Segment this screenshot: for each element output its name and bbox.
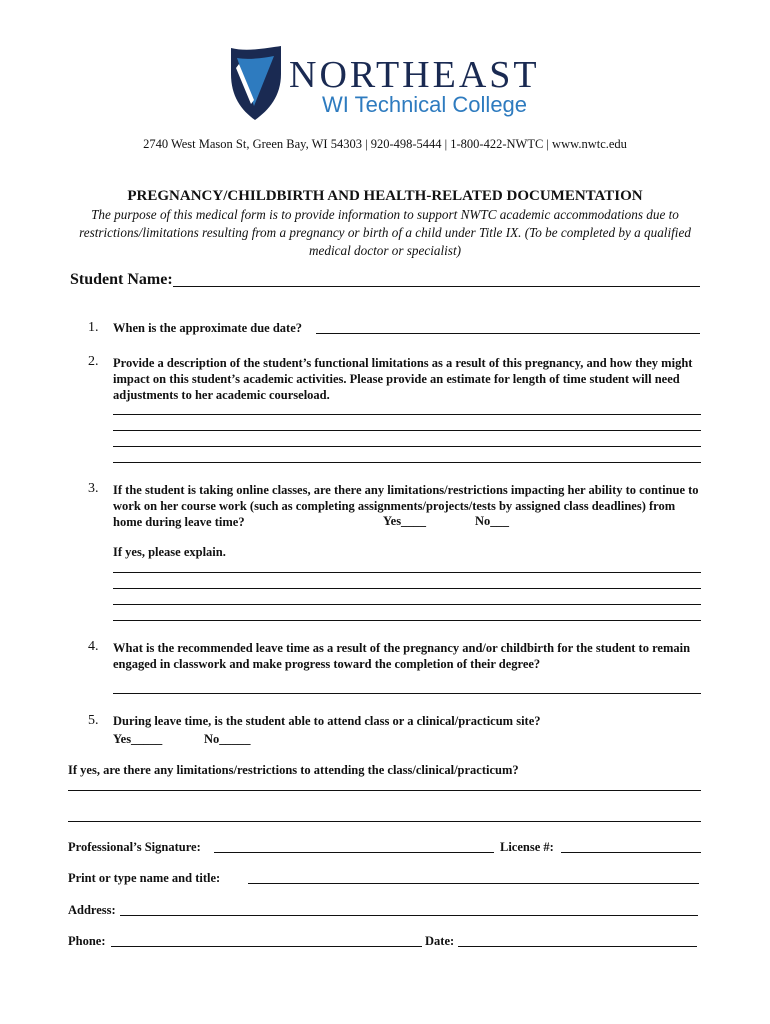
q4-answer-line[interactable] xyxy=(113,693,701,694)
restrictions-answer-line[interactable] xyxy=(68,821,701,822)
q3-answer-line[interactable] xyxy=(113,620,701,621)
q3-answer-line[interactable] xyxy=(113,604,701,605)
contact-info: 2740 West Mason St, Green Bay, WI 54303 | 920-498-5444 | 1-800-422-NWTC | www.nwtc.edu xyxy=(143,137,627,151)
address-field[interactable] xyxy=(120,915,698,916)
logo-subtitle: WI Technical College xyxy=(322,92,528,117)
q3-explain-label: If yes, please explain. xyxy=(113,545,226,559)
date-field[interactable] xyxy=(458,946,697,947)
q4-text: What is the recommended leave time as a result of the pregnancy and/or childbirth for the student to remain engaged in classwork and make progress toward the completion of their degree? xyxy=(113,641,691,671)
q3-text: If the student is taking online classes, are there any limitations/restrictions impacting her ability to continue to work on her course work (such as completing assignments/projects/tests by assigned class deadlines) from home during leave time? xyxy=(113,483,699,529)
college-logo xyxy=(227,44,547,124)
q1-number: 1. xyxy=(88,320,99,335)
license-field[interactable] xyxy=(561,852,701,853)
signature-field[interactable] xyxy=(214,852,494,853)
q5-number: 5. xyxy=(88,713,99,728)
q2-answer-line[interactable] xyxy=(113,446,701,447)
license-label: License #: xyxy=(500,840,554,854)
restrictions-label: If yes, are there any limitations/restrictions to attending the class/clinical/practicum? xyxy=(68,763,519,777)
q3-number: 3. xyxy=(88,481,99,496)
q2-number: 2. xyxy=(88,354,99,369)
q3-answer-line[interactable] xyxy=(113,588,701,589)
q2-text: Provide a description of the student’s functional limitations as a result of this pregnancy, and how they might impact on this student’s academic activities. Please provide an estimate for length of time student will need adjustments to her academic courseload. xyxy=(113,356,693,402)
q1-text: When is the approximate due date? xyxy=(113,321,303,335)
restrictions-answer-line[interactable] xyxy=(68,790,701,791)
q5-no-option[interactable]: No_____ xyxy=(204,732,251,746)
date-label: Date: xyxy=(425,934,455,948)
q3-no-option[interactable]: No___ xyxy=(475,514,510,528)
address-label: Address: xyxy=(68,903,116,917)
q2-answer-line[interactable] xyxy=(113,430,701,431)
student-name-label: Student Name: xyxy=(70,271,173,288)
phone-label: Phone: xyxy=(68,934,106,948)
form-purpose: The purpose of this medical form is to provide information to support NWTC academic accommodations due to restrictions/limitations resulting from a pregnancy or birth of a child under Title IX. (To be completed by a qualified medical doctor or specialist) xyxy=(79,207,691,258)
q2-answer-line[interactable] xyxy=(113,414,701,415)
due-date-field[interactable] xyxy=(316,333,700,334)
q5-text: During leave time, is the student able to attend class or a clinical/practicum site? xyxy=(113,714,541,728)
print-name-field[interactable] xyxy=(248,883,699,884)
signature-label: Professional’s Signature: xyxy=(68,840,201,854)
q5-yes-option[interactable]: Yes_____ xyxy=(113,732,163,746)
q2-answer-line[interactable] xyxy=(113,462,701,463)
q4-number: 4. xyxy=(88,639,99,654)
form-title: PREGNANCY/CHILDBIRTH AND HEALTH-RELATED DOCUMENTATION xyxy=(127,188,643,204)
q3-answer-line[interactable] xyxy=(113,572,701,573)
logo-name: NORTHEAST xyxy=(289,54,540,96)
student-name-field[interactable] xyxy=(173,286,700,287)
q3-yes-option[interactable]: Yes____ xyxy=(383,514,427,528)
shield-logo-icon xyxy=(227,44,285,122)
print-name-label: Print or type name and title: xyxy=(68,871,221,885)
phone-field[interactable] xyxy=(111,946,422,947)
